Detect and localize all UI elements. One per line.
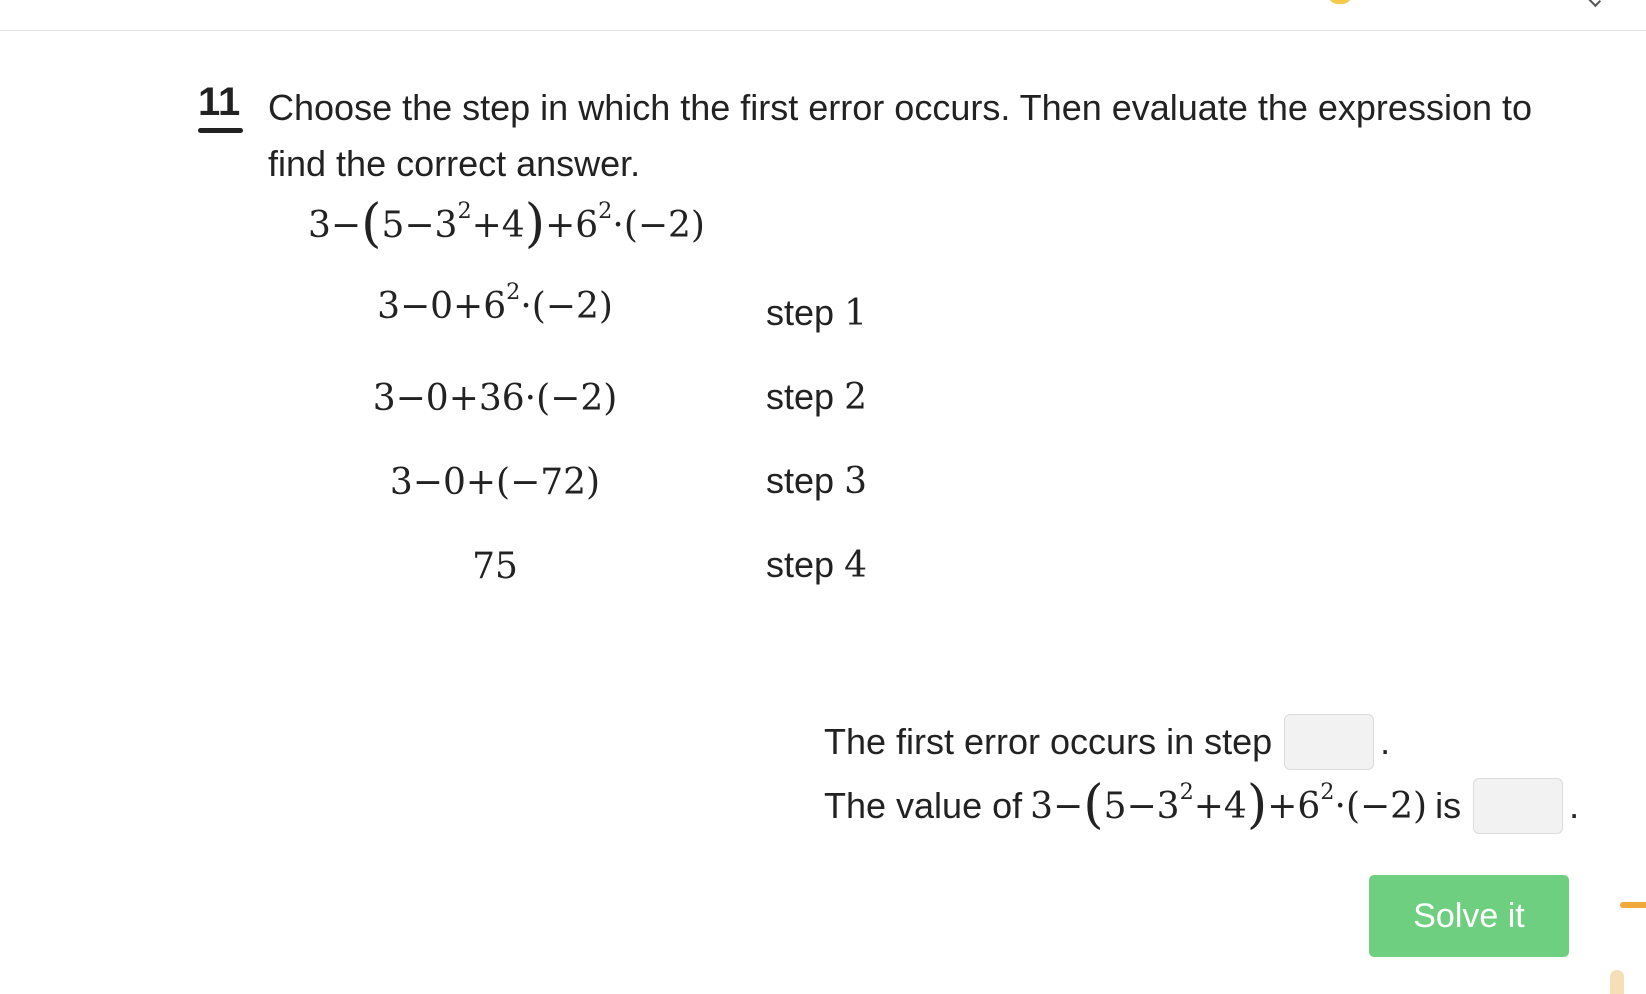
step-1-expression: $3-0+6^2\cdot(-2)$ xyxy=(377,279,613,327)
first-error-period: . xyxy=(1380,721,1391,762)
value-period: . xyxy=(1569,785,1580,826)
value-answer-line xyxy=(824,774,1580,835)
step-3-label: step 3 xyxy=(766,460,867,502)
first-error-step-input[interactable] xyxy=(1284,714,1374,770)
first-error-prompt: The first error occurs in step xyxy=(824,721,1273,762)
question-number: 11 xyxy=(198,80,241,124)
step-4-label: step 4 xyxy=(766,544,867,586)
main-expression: $3-(5-3^2+4)+6^2\cdot(-2)$ xyxy=(308,194,705,255)
step-2-expression: 3−0+36·(−2) xyxy=(372,378,618,419)
expression-value-input[interactable] xyxy=(1473,778,1563,834)
solve-it-button[interactable]: Solve it xyxy=(1369,875,1569,957)
question-number-underline xyxy=(198,128,243,133)
avatar[interactable] xyxy=(1328,0,1352,4)
step-4-expression: 75 xyxy=(472,546,518,587)
value-is: is xyxy=(1435,785,1462,826)
step-3-expression: 3−0+(−72) xyxy=(389,462,601,503)
mascot-icon xyxy=(1620,902,1646,908)
mascot-body xyxy=(1610,970,1624,994)
value-expression: $3-(5-3^2+4)+6^2\cdot(-2)$ xyxy=(1030,774,1428,835)
question-text: Choose the step in which the first error occurs. Then evaluate the expression to find the correct answer. xyxy=(268,87,1533,184)
header-divider xyxy=(0,30,1646,31)
step-1-label: step 1 xyxy=(766,292,867,334)
value-prompt: The value of xyxy=(824,785,1023,826)
first-error-answer-line xyxy=(824,714,1390,770)
step-2-label: step 2 xyxy=(766,376,867,418)
chevron-down-icon[interactable] xyxy=(1587,0,1601,7)
